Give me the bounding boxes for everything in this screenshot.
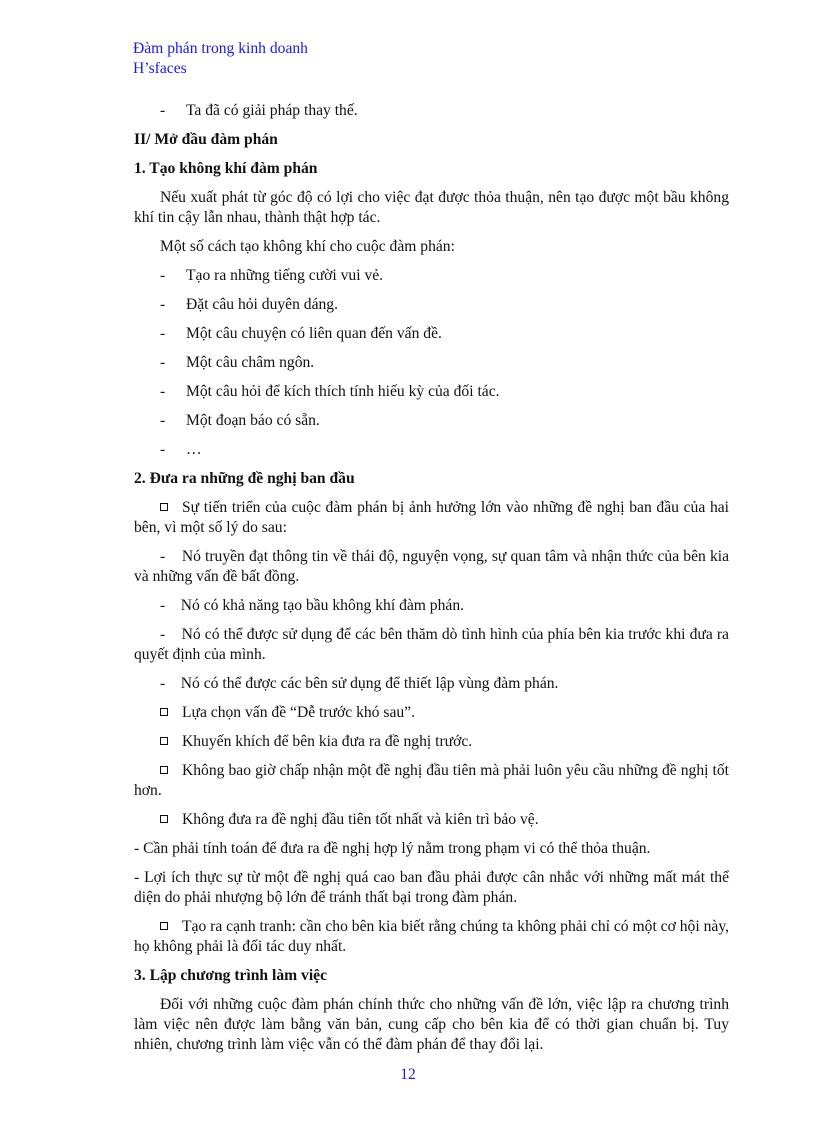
dash-marker: -	[160, 441, 166, 458]
dash-marker: -	[160, 325, 166, 342]
bullet-text: Sự tiến triển của cuộc đàm phán bị ảnh hưởng lớn vào những đề nghị ban đầu của hai bên, vì một số lý do sau:	[134, 499, 729, 536]
dash-marker: -	[160, 102, 166, 119]
dash-marker: -	[160, 383, 166, 400]
list-item	[134, 382, 729, 402]
subsection-heading-3: 3. Lập chương trình làm việc	[134, 967, 327, 984]
list-item-text: Một câu chuyện có liên quan đến vấn đề.	[186, 325, 442, 342]
list-item	[134, 353, 729, 373]
note-paragraph: - Lợi ích thực sự từ một đề nghị quá cao ban đầu phải được cân nhắc với những mất mát thể diện do phải nhượng bộ lớn để tránh thất bại trong đàm phán.	[134, 869, 729, 906]
dash-marker: -	[160, 267, 166, 284]
bullet-paragraph	[134, 703, 729, 723]
list-item	[134, 440, 729, 460]
list-item	[134, 324, 729, 344]
reason-text: Nó có khả năng tạo bầu không khí đàm phán.	[180, 597, 465, 614]
square-bullet-icon	[160, 766, 168, 774]
bullet-text: Khuyến khích để bên kia đưa ra đề nghị trước.	[182, 733, 473, 750]
reason-text: Nó truyền đạt thông tin về thái độ, nguyện vọng, sự quan tâm và nhận thức của bên kia và những vấn đề bất đồng.	[134, 548, 730, 585]
subsection-heading-1: 1. Tạo không khí đàm phán	[134, 160, 318, 177]
list-item	[134, 101, 729, 121]
bullet-text: Lựa chọn vấn đề “Dễ trước khó sau”.	[182, 704, 415, 721]
list-item	[134, 295, 729, 315]
list-item-text: Ta đã có giải pháp thay thế.	[186, 102, 358, 119]
square-bullet-icon	[160, 922, 168, 930]
reason-paragraph: - Nó có thể được sử dụng để các bên thăm dò tình hình của phía bên kia trước khi đưa ra quyết định của mình.	[134, 626, 729, 663]
dash-marker: -	[160, 412, 166, 429]
bullet-paragraph	[134, 917, 729, 957]
dash-marker: -	[160, 354, 166, 371]
bullet-text: Không đưa ra đề nghị đầu tiên tốt nhất và kiên trì bảo vệ.	[182, 811, 539, 828]
reason-text: Nó có thể được sử dụng để các bên thăm dò tình hình của phía bên kia trước khi đưa ra quyết định của mình.	[134, 626, 729, 663]
bullet-text: Tạo ra cạnh tranh: cần cho bên kia biết rằng chúng ta không phải chỉ có một cơ hội này, họ không phải là đối tác duy nhất.	[134, 918, 729, 955]
paragraph: Đối với những cuộc đàm phán chính thức cho những vấn đề lớn, việc lập ra chương trình làm việc nên được làm bằng văn bản, cung cấp cho bên kia để có thời gian chuẩn bị. Tuy nhiên, chương trình làm việc vẫn có thể đàm phán để thay đổi lại.	[134, 996, 729, 1053]
page-number: 12	[400, 1066, 416, 1083]
list-item-text: Tạo ra những tiếng cười vui vẻ.	[186, 267, 384, 284]
bullet-paragraph	[134, 498, 729, 538]
reason-paragraph: - Nó truyền đạt thông tin về thái độ, nguyện vọng, sự quan tâm và nhận thức của bên kia và những vấn đề bất đồng.	[134, 548, 730, 585]
reason-paragraph: - Nó có thể được các bên sử dụng để thiết lập vùng đàm phán.	[160, 675, 559, 692]
section-heading: II/ Mở đầu đàm phán	[134, 131, 278, 148]
header-title: Đàm phán trong kinh doanh	[133, 40, 308, 57]
running-header	[133, 39, 308, 79]
bullet-paragraph	[134, 732, 729, 752]
list-item-text: Một đoạn báo có sẵn.	[186, 412, 320, 429]
square-bullet-icon	[160, 708, 168, 716]
bullet-text: Không bao giờ chấp nhận một đề nghị đầu tiên mà phải luôn yêu cầu những đề nghị tốt hơn.	[134, 762, 729, 799]
square-bullet-icon	[160, 815, 168, 823]
list-item	[134, 411, 729, 431]
reason-paragraph: - Nó có khả năng tạo bầu không khí đàm phán.	[160, 597, 465, 614]
list-item	[134, 266, 729, 286]
list-item-text: Một câu hỏi để kích thích tính hiếu kỳ của đối tác.	[186, 383, 500, 400]
page-body	[134, 101, 729, 1064]
paragraph: Nếu xuất phát từ góc độ có lợi cho việc đạt được thỏa thuận, nên tạo được một bầu không khí tin cậy lẫn nhau, thành thật hợp tác.	[134, 189, 729, 226]
list-item-text: …	[186, 441, 202, 458]
header-subtitle: H’sfaces	[133, 60, 187, 77]
square-bullet-icon	[160, 503, 168, 511]
list-item-text: Một câu châm ngôn.	[186, 354, 315, 371]
note-paragraph: - Cần phải tính toán để đưa ra đề nghị hợp lý nằm trong phạm vi có thể thỏa thuận.	[134, 840, 651, 857]
paragraph: Một số cách tạo không khí cho cuộc đàm phán:	[160, 238, 455, 255]
subsection-heading-2: 2. Đưa ra những đề nghị ban đầu	[134, 470, 355, 487]
bullet-paragraph	[134, 810, 729, 830]
list-item-text: Đặt câu hỏi duyên dáng.	[186, 296, 338, 313]
square-bullet-icon	[160, 737, 168, 745]
bullet-paragraph	[134, 761, 729, 801]
dash-marker: -	[160, 296, 166, 313]
reason-text: Nó có thể được các bên sử dụng để thiết lập vùng đàm phán.	[180, 675, 559, 692]
